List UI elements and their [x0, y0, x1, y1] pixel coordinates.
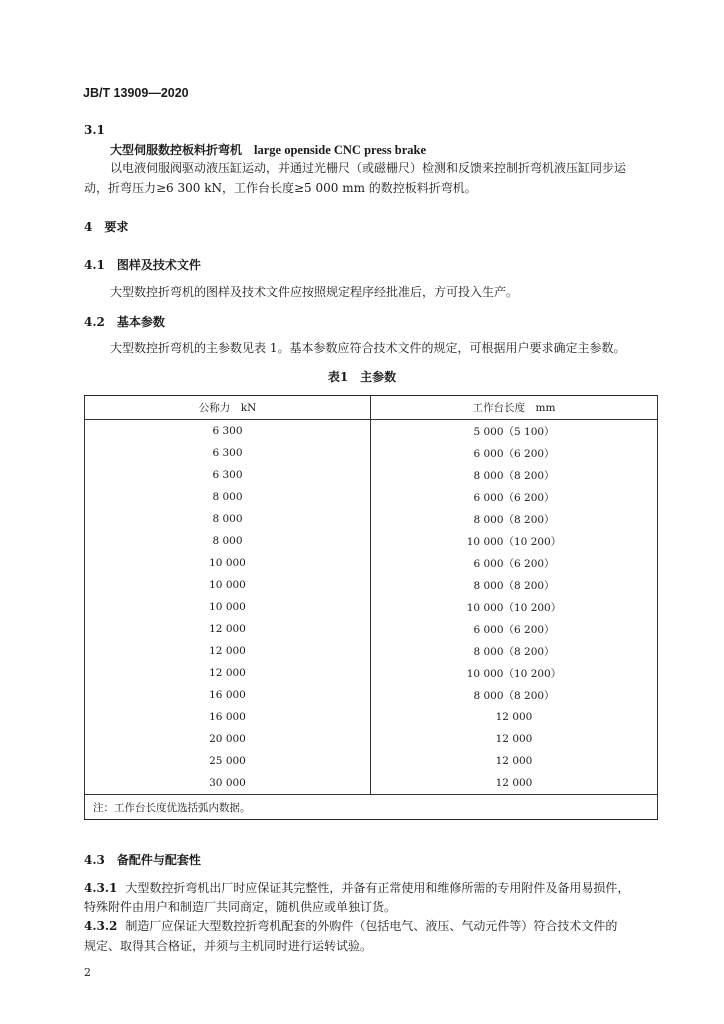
section-4-2-text: 大型数控折弯机的主参数见表 1。基本参数应符合技术文件的规定，可根据用户要求确定主参数。 [110, 341, 626, 355]
table-row [85, 640, 658, 662]
table-row [85, 464, 658, 486]
cell-nominal-force: 8 000 [85, 508, 371, 530]
section-4-3-1-line-2: 特殊附件由用户和制造厂共同商定，随机供应或单独订货。 [84, 900, 397, 914]
section-4-2-heading [84, 313, 165, 330]
table-row [85, 508, 658, 530]
cell-table-length: 6 000（6 200） [371, 486, 658, 508]
section-4-3-title: 备配件与配套性 [116, 853, 201, 867]
cell-nominal-force: 12 000 [85, 640, 371, 662]
cell-table-length: 12 000 [371, 750, 658, 772]
section-4-3-1-line-1 [84, 878, 629, 898]
cell-table-length: 10 000（10 200） [371, 530, 658, 552]
cell-table-length: 5 000（5 100） [371, 420, 658, 443]
page-number: 2 [84, 966, 91, 979]
cell-nominal-force: 10 000 [85, 596, 371, 618]
table-row [85, 442, 658, 464]
section-4-1-heading [84, 256, 201, 273]
section-4-heading [84, 218, 128, 235]
cell-nominal-force: 6 300 [85, 442, 371, 464]
table-row [85, 420, 658, 443]
cell-table-length: 8 000（8 200） [371, 574, 658, 596]
table-row [85, 574, 658, 596]
section-4-1-title: 图样及技术文件 [116, 258, 201, 272]
table-row [85, 618, 658, 640]
cell-nominal-force: 16 000 [85, 706, 371, 728]
cell-nominal-force: 6 300 [85, 420, 371, 443]
cell-nominal-force: 20 000 [85, 728, 371, 750]
cell-nominal-force: 10 000 [85, 552, 371, 574]
cell-table-length: 6 000（6 200） [371, 442, 658, 464]
table-row [85, 728, 658, 750]
cell-table-length: 6 000（6 200） [371, 618, 658, 640]
cell-nominal-force: 12 000 [85, 662, 371, 684]
section-4-3-2-text-1: 制造厂应保证大型数控折弯机配套的外购件（包括电气、液压、气动元件等）符合技术文件的 [125, 919, 618, 933]
table-row [85, 662, 658, 684]
cell-table-length: 12 000 [371, 706, 658, 728]
cell-table-length: 8 000（8 200） [371, 640, 658, 662]
cell-nominal-force: 8 000 [85, 486, 371, 508]
column-header-table-length: 工作台长度 mm [371, 396, 658, 420]
cell-table-length: 8 000（8 200） [371, 464, 658, 486]
section-4-3-2-line-1 [84, 916, 617, 936]
cell-nominal-force: 16 000 [85, 684, 371, 706]
table-note-row [85, 795, 658, 820]
cell-nominal-force: 30 000 [85, 772, 371, 795]
section-4-3-1-text-1: 大型数控折弯机出厂时应保证其完整性，并备有正常使用和维修所需的专用附件及备用易损件， [125, 881, 630, 895]
section-4-3-2-line-2: 规定、取得其合格证，并须与主机同时进行运转试验。 [84, 939, 373, 953]
term-title [110, 141, 426, 158]
cell-nominal-force: 12 000 [85, 618, 371, 640]
section-4-3-number: 4.3 [84, 853, 105, 867]
table-body [85, 420, 658, 795]
section-4-2-title: 基本参数 [116, 315, 165, 329]
section-4-3-heading [84, 851, 201, 868]
cell-nominal-force: 25 000 [85, 750, 371, 772]
table-row [85, 596, 658, 618]
section-4-1-number: 4.1 [84, 258, 105, 272]
table-row [85, 772, 658, 795]
section-3-1-number: 3.1 [84, 123, 105, 137]
table-row [85, 706, 658, 728]
term-cn: 大型伺服数控板料折弯机 [110, 143, 243, 157]
table-row [85, 486, 658, 508]
section-4-1-text: 大型数控折弯机的图样及技术文件应按照规定程序经批准后，方可投入生产。 [110, 285, 519, 299]
column-header-nominal-force: 公称力 kN [85, 396, 371, 420]
table-row [85, 552, 658, 574]
cell-table-length: 12 000 [371, 728, 658, 750]
cell-table-length: 12 000 [371, 772, 658, 795]
cell-nominal-force: 10 000 [85, 574, 371, 596]
cell-table-length: 8 000（8 200） [371, 508, 658, 530]
section-4-3-2-number: 4.3.2 [84, 919, 118, 933]
cell-nominal-force: 8 000 [85, 530, 371, 552]
main-parameters-table [84, 395, 658, 820]
section-4-3-1-number: 4.3.1 [84, 881, 118, 895]
section-4-2-number: 4.2 [84, 315, 105, 329]
table-title: 表1 主参数 [327, 370, 397, 384]
table-row [85, 530, 658, 552]
section-4-title: 要求 [104, 220, 129, 234]
cell-table-length: 6 000（6 200） [371, 552, 658, 574]
cell-nominal-force: 6 300 [85, 464, 371, 486]
cell-table-length: 10 000（10 200） [371, 596, 658, 618]
definition-line-2: 动，折弯压力≥6 300 kN，工作台长度≥5 000 mm 的数控板料折弯机。 [84, 181, 477, 195]
section-4-number: 4 [84, 220, 93, 234]
standard-code: JB/T 13909—2020 [83, 86, 189, 100]
table-row [85, 684, 658, 706]
term-en: large openside CNC press brake [254, 143, 427, 157]
cell-table-length: 8 000（8 200） [371, 684, 658, 706]
cell-table-length: 10 000（10 200） [371, 662, 658, 684]
table-row [85, 750, 658, 772]
table-header-row [85, 396, 658, 420]
table-note: 注：工作台长度优选括弧内数据。 [85, 795, 658, 820]
definition-line-1: 以电液伺服阀驱动液压缸运动，并通过光栅尺（或磁栅尺）检测和反馈来控制折弯机液压缸同步运 [110, 161, 627, 175]
